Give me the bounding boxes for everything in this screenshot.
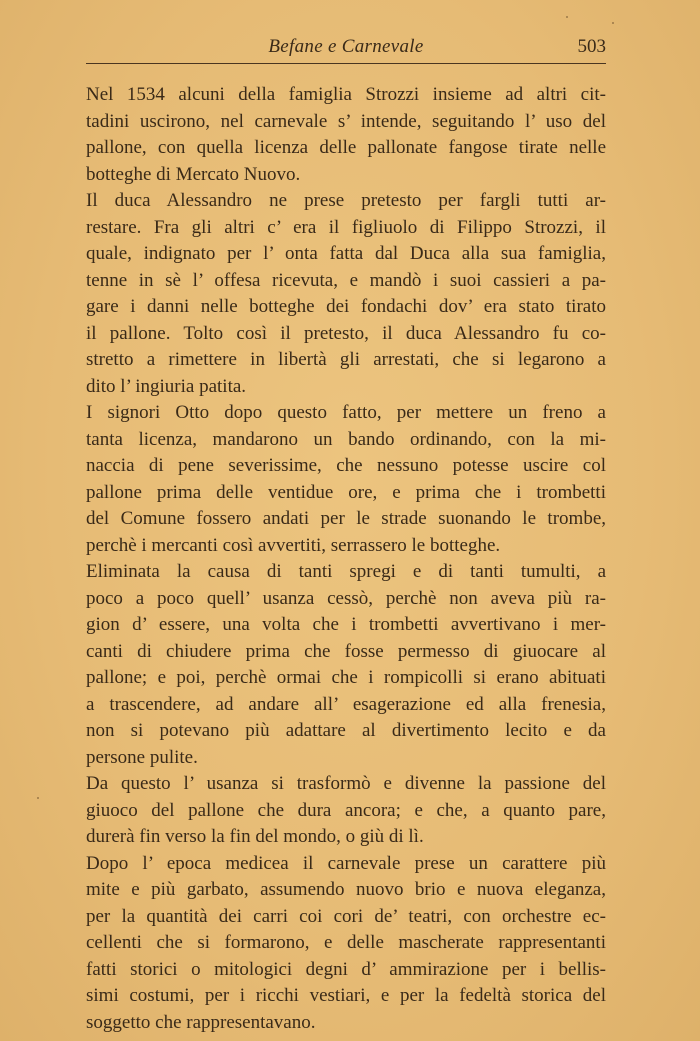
text-line: il pallone. Tolto così il pretesto, il duca Alessandro fu co- <box>86 322 606 344</box>
text-line: soggetto che rappresentavano. <box>86 1011 316 1033</box>
text-line: naccia di pene severissime, che nessuno potesse uscire col <box>86 455 606 476</box>
text-line: perchè i mercanti così avvertiti, serrassero le botteghe. <box>86 534 501 556</box>
text-line: non si potevano più adattare al divertimento lecito e da <box>86 720 606 741</box>
text-line: stretto a rimettere in libertà gli arrestati, che si legarono a <box>86 349 606 370</box>
text-line: giuoco del pallone che dura ancora; e che, a quanto pare, <box>86 799 606 821</box>
paper-speck <box>612 22 614 24</box>
text-line: mite e più garbato, assumendo nuovo brio e nuova eleganza, <box>86 879 606 900</box>
paragraph <box>86 188 606 400</box>
text-line: simi costumi, per i ricchi vestiari, e per la fedeltà storica del <box>86 985 606 1006</box>
text-line: tanta licenza, mandarono un bando ordinando, con la mi- <box>86 428 606 450</box>
paragraph <box>86 771 606 851</box>
text-line: poco a poco quell’ usanza cessò, perchè non aveva più ra- <box>86 587 606 609</box>
paper-speck <box>37 797 39 799</box>
paragraph <box>86 851 606 1037</box>
text-line: pallone prima delle ventidue ore, e prima che i trombetti <box>86 481 606 503</box>
text-line: Il duca Alessandro ne prese pretesto per fargli tutti ar- <box>86 190 606 211</box>
paper-speck <box>566 16 568 18</box>
text-line: pallone, con quella licenza delle pallonate fangose tirate nelle <box>86 137 606 158</box>
text-line: botteghe di Mercato Nuovo. <box>86 163 301 185</box>
running-title: Befane e Carnevale <box>268 36 424 57</box>
body-text <box>86 82 606 1036</box>
paragraph <box>86 400 606 559</box>
text-line: pallone; e poi, perchè ormai che i rompicolli si erano abituati <box>86 667 606 688</box>
text-line: gare i danni nelle botteghe dei fondachi dov’ era stato tirato <box>86 296 606 317</box>
text-line: cellenti che si formarono, e delle mascherate rappresentanti <box>86 932 606 953</box>
text-line: per la quantità dei carri coi cori de’ teatri, con orchestre ec- <box>86 905 606 927</box>
page-number: 503 <box>577 36 606 57</box>
text-line: tenne in sè l’ offesa ricevuta, e mandò i suoi cassieri a pa- <box>86 269 606 291</box>
text-line: canti di chiudere prima che fosse permesso di giuocare al <box>86 640 606 662</box>
text-line: Dopo l’ epoca medicea il carnevale prese un carattere più <box>86 852 606 874</box>
text-line: I signori Otto dopo questo fatto, per mettere un freno a <box>86 402 606 423</box>
text-line: fatti storici o mitologici degni d’ ammirazione per i bellis- <box>86 958 606 980</box>
page-header <box>86 32 606 62</box>
paragraph <box>86 82 606 188</box>
text-line: a trascendere, ad andare all’ esagerazione ed alla frenesia, <box>86 693 606 715</box>
paragraph <box>86 559 606 771</box>
text-line: Nel 1534 alcuni della famiglia Strozzi insieme ad altri cit- <box>86 84 606 105</box>
text-line: Eliminata la causa di tanti spregi e di tanti tumulti, a <box>86 561 606 582</box>
text-line: del Comune fossero andati per le strade suonando le trombe, <box>86 508 606 529</box>
text-line: persone pulite. <box>86 746 198 768</box>
text-line: restare. Fra gli altri c’ era il figliuolo di Filippo Strozzi, il <box>86 216 606 238</box>
text-line: quale, indignato per l’ onta fatta dal Duca alla sua famiglia, <box>86 243 606 264</box>
text-line: gion d’ essere, una volta che i trombetti avvertivano i mer- <box>86 614 606 635</box>
text-line: tadini uscirono, nel carnevale s’ intende, seguitando l’ uso del <box>86 110 606 132</box>
text-line: Da questo l’ usanza si trasformò e divenne la passione del <box>86 773 606 794</box>
text-line: durerà fin verso la fin del mondo, o giù di lì. <box>86 826 424 847</box>
header-rule <box>86 63 606 64</box>
text-line: dito l’ ingiuria patita. <box>86 375 247 397</box>
